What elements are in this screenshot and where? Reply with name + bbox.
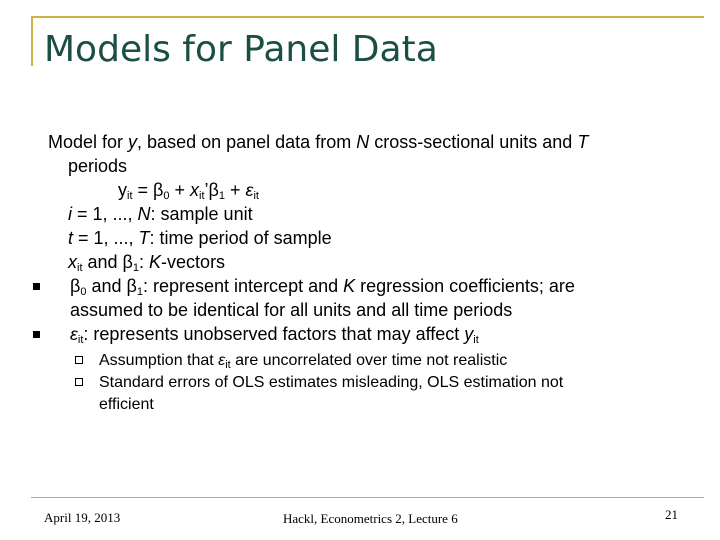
square-bullet-icon [33, 283, 40, 290]
bullet-unobserved-factors: $\varepsilon_{it}$: represents unobserved factors that may affect $y_{it}$ [48, 322, 688, 346]
footer-course: Hackl, Econometrics 2, Lecture 6 [283, 511, 458, 526]
sub-bullet-ols-errors: Standard errors of OLS estimates misleading, OLS estimation not efficient [99, 372, 688, 416]
hollow-square-bullet-icon [75, 378, 83, 386]
footer-divider [31, 497, 704, 498]
page-number: 21 [665, 507, 678, 522]
sub-bullet-uncorrelated: Assumption that $\varepsilon_{it}$ are uncorrelated over time not realistic [99, 350, 688, 372]
hollow-square-bullet-icon [75, 356, 83, 364]
model-equation: $y_{it} = \beta_0$ + $x_{it}’\beta_1 + \varepsilon_{it}$ [118, 180, 259, 202]
definition-i: i = 1, ..., N: sample unit [68, 204, 253, 224]
bullet-intercept-coefficients: $\beta_0$ and $\beta_1$: represent intercept and K regression coefficients; are assumed to be identical for all units and all time periods [48, 274, 688, 322]
definition-x: $x_{it}$ and $\beta_1$: K-vectors [68, 252, 226, 274]
title-frame-top [31, 16, 704, 18]
definition-t: t = 1, ..., T: time period of sample [68, 228, 332, 248]
slide-title: Models for Panel Data [44, 29, 438, 70]
footer-date: April 19, 2013 [44, 510, 121, 525]
slide-content [48, 130, 688, 416]
title-frame-left [31, 16, 33, 66]
intro-line-1: Model for y, based on panel data from N cross-sectional units and T [48, 132, 589, 152]
sub-bullet-list [48, 350, 688, 416]
square-bullet-icon [33, 331, 40, 338]
intro-line-2: periods [68, 156, 128, 176]
